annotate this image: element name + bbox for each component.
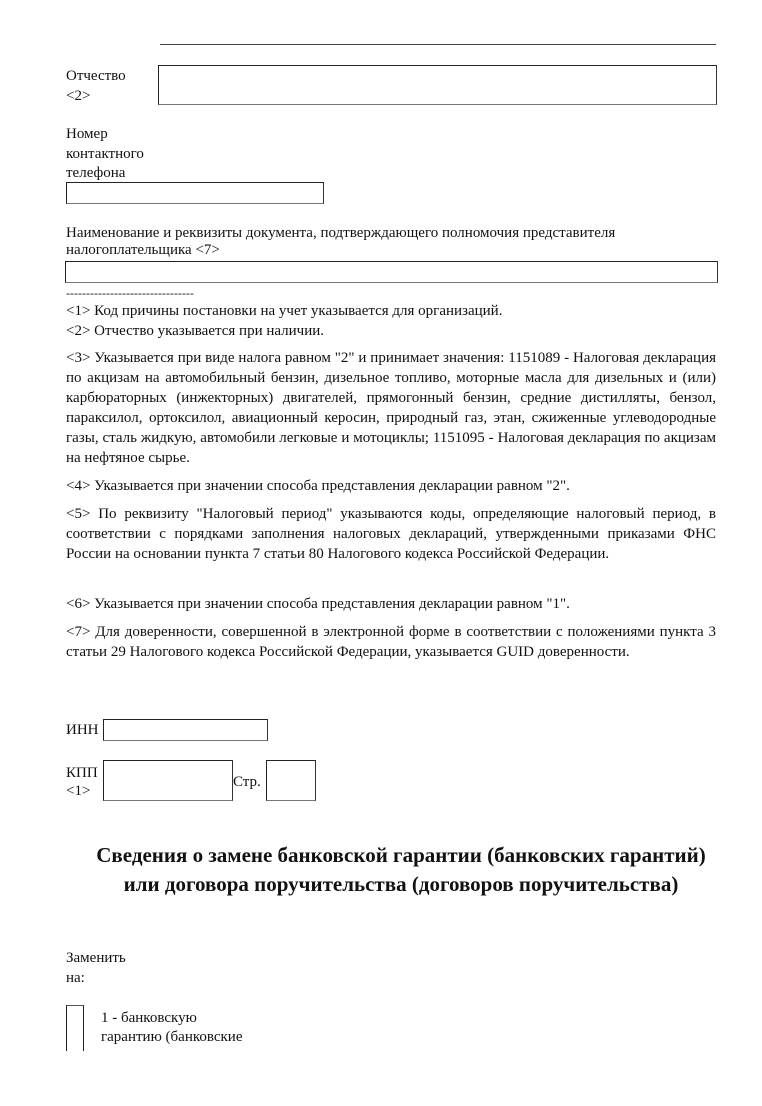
footnote-6: <6> Указывается при значении способа представления декларации равном "1". — [66, 596, 570, 612]
option1-checkbox[interactable] — [66, 1005, 84, 1051]
footnote-separator: -------------------------------- — [66, 286, 194, 300]
patronymic-field[interactable] — [158, 65, 717, 105]
kpp-field[interactable] — [103, 760, 233, 801]
phone-label-line1: Номер — [66, 126, 108, 142]
phone-label-line3: телефона — [66, 165, 126, 181]
inn-field[interactable] — [103, 719, 268, 741]
section-title-line2: или договора поручительства (договоров поручительства) — [123, 872, 679, 896]
inn-label: ИНН — [66, 722, 99, 738]
footnote-7: <7> Для доверенности, совершенной в электронной форме в соответствии с положениями пункта 3 статьи 29 Налогового кодекса Российской Федерации, указывается GUID доверенности. — [66, 624, 716, 660]
patronymic-label: Отчество — [66, 68, 126, 84]
option1-label-line1: 1 - банковскую — [101, 1010, 197, 1026]
page-number-field[interactable] — [266, 760, 316, 801]
page-label: Стр. — [233, 774, 261, 790]
section-title-line1: Сведения о замене банковской гарантии (банковских гарантий) — [96, 843, 706, 867]
footnote-2: <2> Отчество указывается при наличии. — [66, 323, 325, 339]
kpp-note: <1> — [66, 783, 91, 799]
footnote-1: <1> Код причины постановки на учет указывается для организаций. — [66, 303, 503, 319]
patronymic-note: <2> — [66, 88, 91, 104]
document-label-line2: налогоплательщика <7> — [66, 242, 220, 258]
document-label-line1: Наименование и реквизиты документа, подтверждающего полномочия представителя — [66, 225, 616, 241]
phone-field[interactable] — [66, 182, 324, 204]
footnote-5: <5> По реквизиту "Налоговый период" указываются коды, определяющие налоговый период, в соответствии с порядками заполнения налоговых деклараций, утвержденными приказами ФНС России на основании пункта 7 статьи 80 Налогового кодекса Российской Федерации. — [66, 506, 716, 562]
replace-label-line2: на: — [66, 970, 85, 986]
kpp-label: КПП — [66, 765, 98, 781]
footnote-3: <3> Указывается при виде налога равном "2" и принимает значения: 1151089 - Налоговая декларация по акцизам на автомобильный бензин, дизельное топливо, моторные масла для дизельных и (или) карбюраторных (инжекторных) двигателей, прямогонный бензин, средние дистилляты, бензол, параксилол, ортоксилол, авиационный керосин, природный газ, этан, сжиженные углеводородные газы, сталь жидкую, автомобили легковые и мотоциклы; 1151095 - Налоговая декларация по акцизам на нефтяное сырье. — [66, 350, 716, 466]
option1-label-line2: гарантию (банковские — [101, 1029, 243, 1045]
top-rule-line — [160, 44, 716, 45]
phone-label-line2: контактного — [66, 146, 144, 162]
footnote-4: <4> Указывается при значении способа представления декларации равном "2". — [66, 478, 570, 494]
replace-label-line1: Заменить — [66, 950, 126, 966]
document-field[interactable] — [65, 261, 718, 283]
